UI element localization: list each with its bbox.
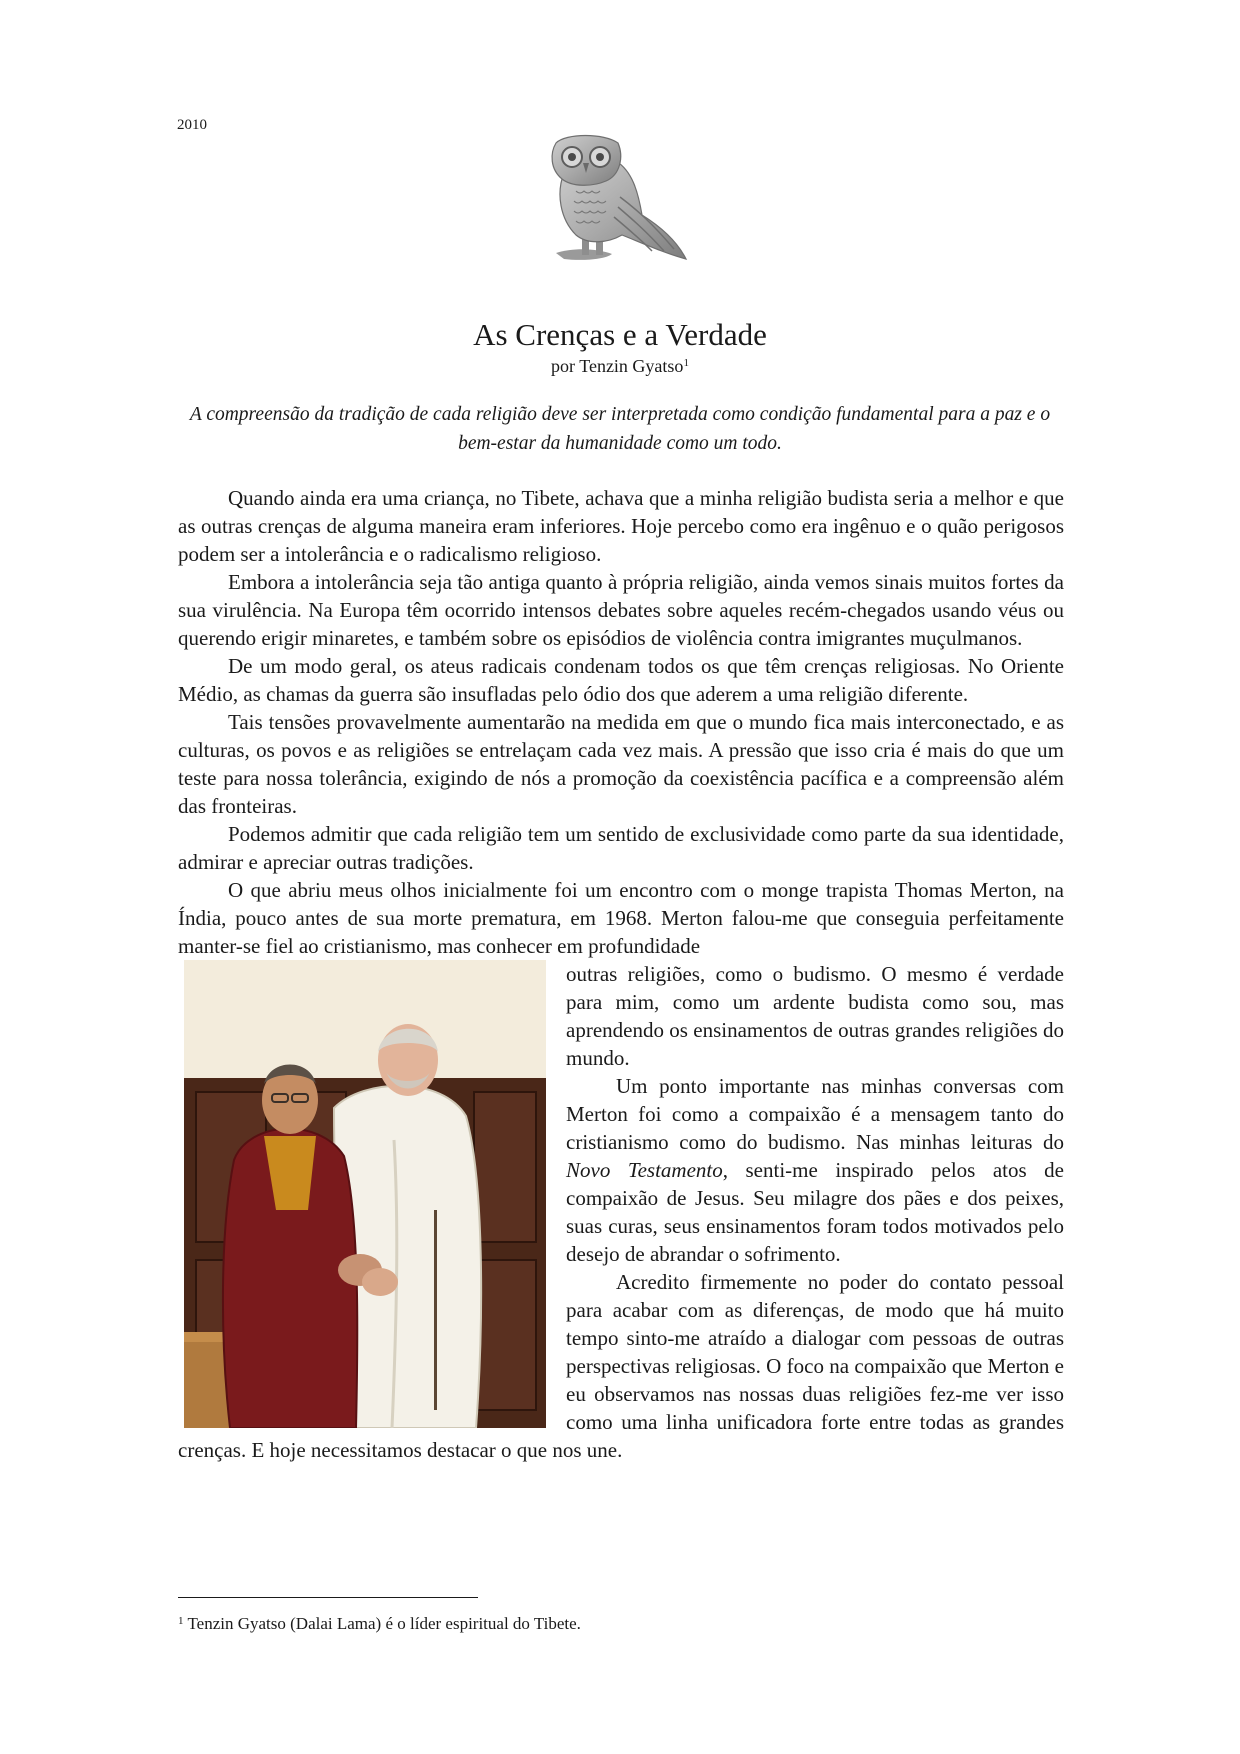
portrait-photo	[184, 960, 546, 1428]
article-title: As Crenças e a Verdade	[473, 317, 767, 352]
page-year: 2010	[177, 117, 207, 133]
body-paragraph: De um modo geral, os ateus radicais condenam todos os que têm crenças religiosas. No Oriente Médio, as chamas da guerra são insufladas pelo ódio dos que aderem a uma religião diferente.	[178, 654, 1064, 706]
article-body	[178, 484, 1064, 1464]
article-lede: A compreensão da tradição de cada religião deve ser interpretada como condição fundamental para a paz e o bem-estar da humanidade como um todo.	[189, 404, 1051, 454]
body-paragraph-continued: outras religiões, como o budismo. O mesmo é verdade para mim, como um ardente budista como sou, mas aprendendo os ensinamentos de outras grandes religiões do mundo.	[566, 962, 1064, 1070]
article-byline	[0, 355, 1240, 377]
body-paragraph: Tais tensões provavelmente aumentarão na medida em que o mundo fica mais interconectado, e as culturas, os povos e as religiões se entrelaçam cada vez mais. A pressão que isso cria é mais do que um teste para nossa tolerância, exigindo de nós a promoção da coexistência pacífica e a compreensão além das fronteiras.	[178, 710, 1064, 818]
body-paragraph: O que abriu meus olhos inicialmente foi um encontro com o monge trapista Thomas Merton, na Índia, pouco antes de sua morte prematura, em 1968. Merton falou-me que conseguia perfeitamente manter-se fiel ao cristianismo, mas conhecer em profundidade	[178, 878, 1064, 958]
body-paragraph: Podemos admitir que cada religião tem um sentido de exclusividade como parte da sua identidade, admirar e apreciar outras tradições.	[178, 822, 1064, 874]
owl-emblem-icon	[546, 131, 694, 289]
author-line: por Tenzin Gyatso	[551, 356, 684, 376]
footnote	[178, 1613, 581, 1635]
footnote-divider	[178, 1597, 478, 1598]
footnote-marker: 1	[178, 1615, 184, 1627]
compassion-text-end: , senti-me inspirado pelos atos de compaixão de Jesus. Seu milagre dos pães e dos peixes, suas curas, seus ensinamentos foram todos motivados pelo desejo de abrandar o sofrimento.	[566, 1158, 1064, 1266]
body-paragraph: Embora a intolerância seja tão antiga quanto à própria religião, ainda vemos sinais muitos fortes da sua virulência. Na Europa têm ocorrido intensos debates sobre aqueles recém-chegados usando véus ou querendo erigir minaretes, e também sobre os episódios de violência contra imigrantes muçulmanos.	[178, 570, 1064, 650]
book-title: Novo Testamento	[566, 1158, 723, 1182]
body-paragraph: Quando ainda era uma criança, no Tibete, achava que a minha religião budista seria a melhor e que as outras crenças de alguma maneira eram inferiores. Hoje percebo como era ingênuo e o quão perigosos podem ser a intolerância e o radicalismo religioso.	[178, 486, 1064, 566]
body-paragraph: Acredito firmemente no poder do contato pessoal para acabar com as diferenças, de modo que há muito tempo sinto-me atraído a dialogar com pessoas de outras perspectivas religiosas. O foco na compaixão que Merton e eu observamos nas nossas duas religiões fez-me ver isso como uma linha unificadora forte entre todas as grandes crenças. E hoje necessitamos destacar o que nos une.	[178, 1270, 1064, 1462]
footnote-text: Tenzin Gyatso (Dalai Lama) é o líder espiritual do Tibete.	[187, 1614, 581, 1633]
compassion-text-start: Um ponto importante nas minhas conversas com Merton foi como a compaixão é a mensagem tanto do cristianismo como do budismo. Nas minhas leituras do	[566, 1074, 1064, 1154]
footnote-ref[interactable]: 1	[683, 357, 689, 369]
